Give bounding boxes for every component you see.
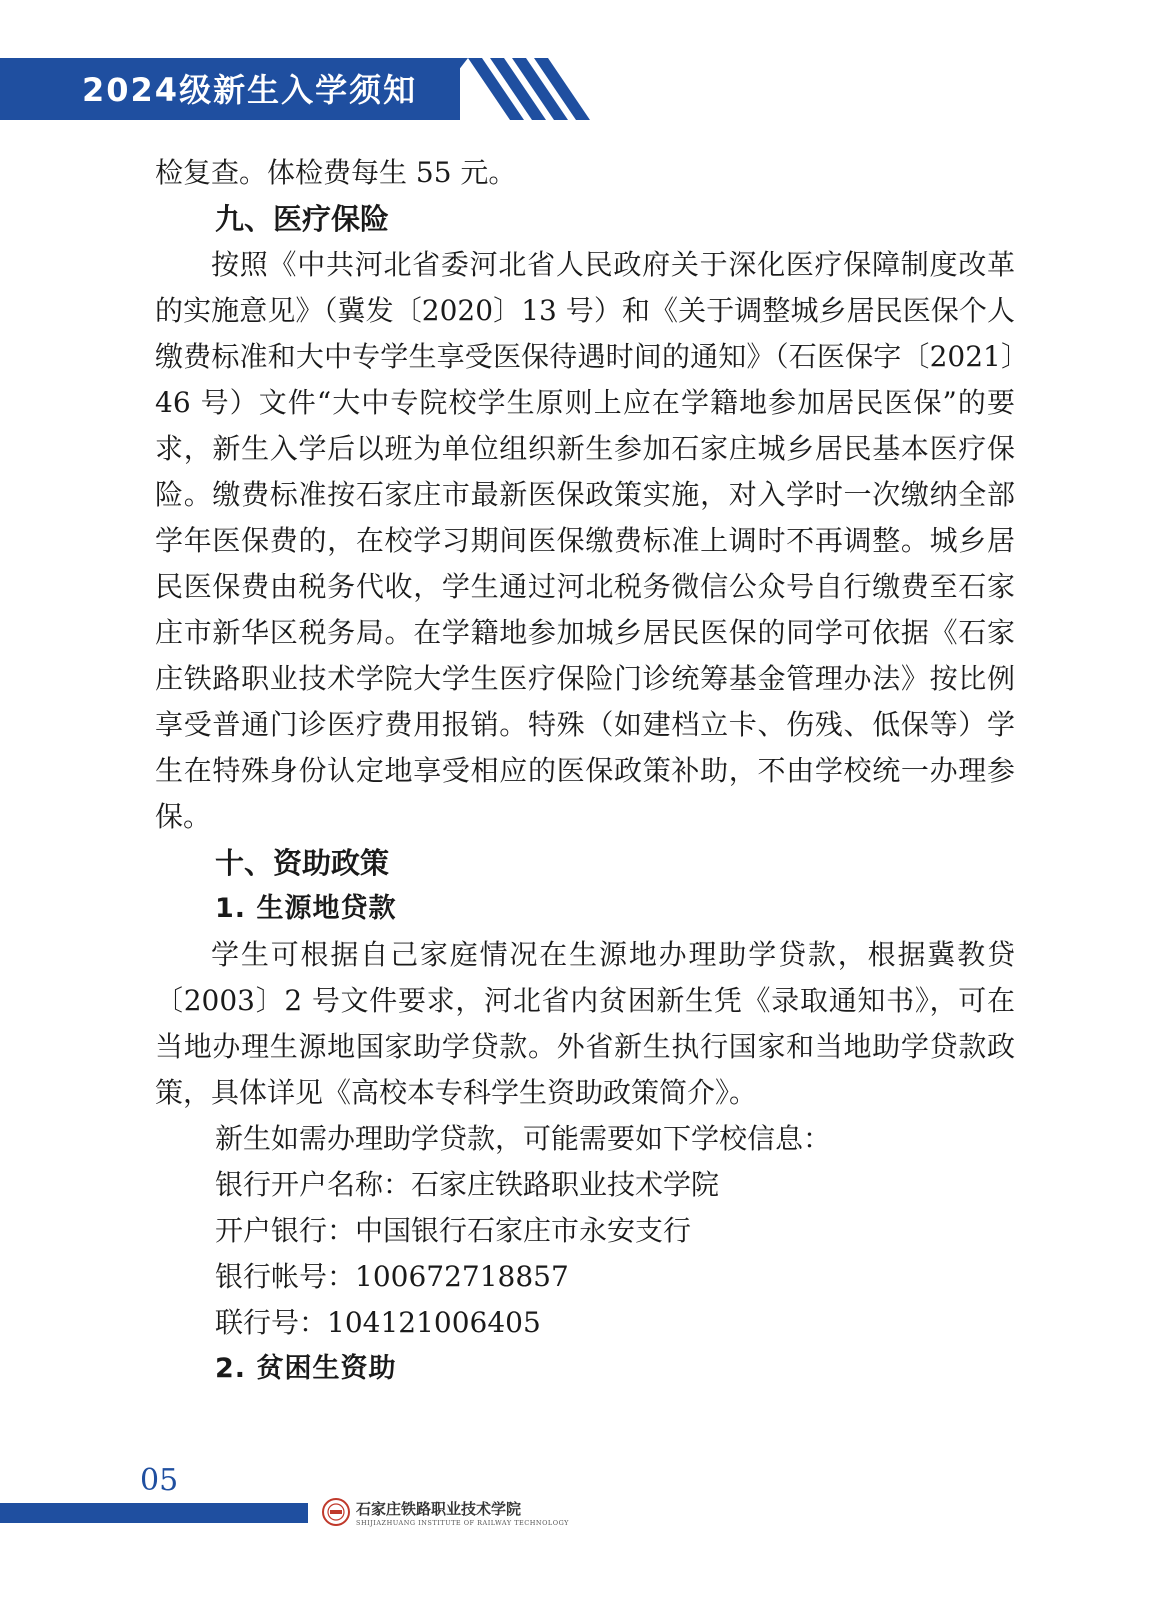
bank-account-name: 银行开户名称：石家庄铁路职业技术学院 xyxy=(215,1168,720,1201)
bank-account-number: 银行帐号：100672718857 xyxy=(215,1260,569,1293)
footer-school-name-en: SHIJIAZHUANG INSTITUTE OF RAILWAY TECHNOLOGY xyxy=(356,1519,569,1527)
subheading-poverty-aid: 2. 贫困生资助 xyxy=(215,1353,397,1384)
medical-insurance-paragraph: 按照《中共河北省委河北省人民政府关于深化医疗保障制度改革的实施意见》（冀发〔2020〕13 号）和《关于调整城乡居民医保个人缴费标准和大中专学生享受医保待遇时间的通知》（石医保字〔2021〕46 号）文件“大中专院校学生原则上应在学籍地参加居民医保”的要求，新生入学后以班为单位组织新生参加石家庄城乡居民基本医疗保险。缴费标准按石家庄市最新医保政策实施，对入学时一次缴纳全部学年医保费的，在校学习期间医保缴费标准上调时不再调整。城乡居民医保费由税务代收，学生通过河北税务微信公众号自行缴费至石家庄市新华区税务局。在学籍地参加城乡居民医保的同学可依据《石家庄铁路职业技术学院大学生医疗保险门诊统筹基金管理办法》按比例享受普通门诊医疗费用报销。特殊（如建档立卡、伤残、低保等）学生在特殊身份认定地享受相应的医保政策补助，不由学校统一办理参保。 xyxy=(155,248,1015,833)
bank-name: 开户银行：中国银行石家庄市永安支行 xyxy=(215,1214,692,1247)
section-heading-financial-aid: 十、资助政策 xyxy=(215,846,390,880)
footer-bar xyxy=(0,1503,308,1523)
header-banner-edge xyxy=(420,58,468,120)
page-number: 05 xyxy=(140,1463,179,1498)
intro-paragraph: 检复查。体检费每生 55 元。 xyxy=(155,156,517,189)
school-emblem-icon xyxy=(321,1497,351,1527)
section-heading-medical-insurance: 九、医疗保险 xyxy=(215,202,390,236)
page-header-title: 2024级新生入学须知 xyxy=(82,71,418,109)
bank-code: 联行号：104121006405 xyxy=(215,1306,541,1339)
student-loan-paragraph: 学生可根据自己家庭情况在生源地办理助学贷款，根据冀教贷〔2003〕2 号文件要求，河北省内贫困新生凭《录取通知书》，可在当地办理生源地国家助学贷款。外省新生执行国家和当地助学贷款政策，具体详见《高校本专科学生资助政策简介》。 xyxy=(155,938,1015,1109)
subheading-student-loan: 1. 生源地贷款 xyxy=(215,893,397,924)
footer-school-name: 石家庄铁路职业技术学院 xyxy=(356,1500,522,1518)
school-info-intro: 新生如需办理助学贷款，可能需要如下学校信息： xyxy=(215,1122,832,1155)
header-stripes-decoration xyxy=(468,58,598,120)
document-body xyxy=(155,150,1015,1392)
